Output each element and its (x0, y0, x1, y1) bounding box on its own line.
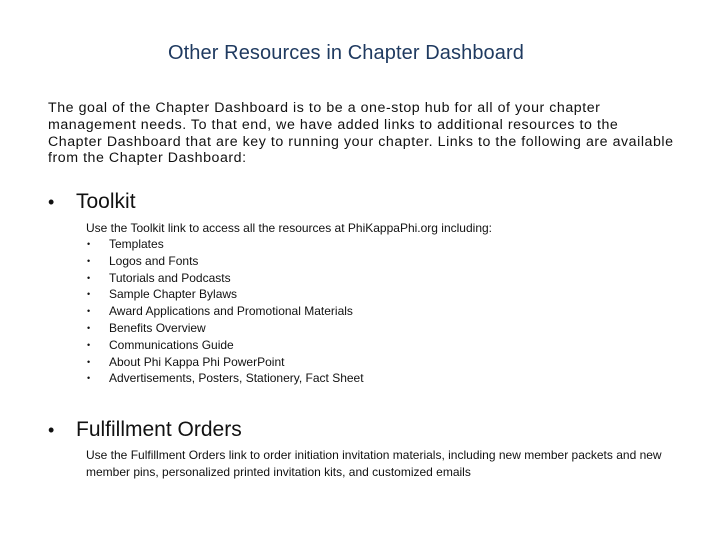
list-item (86, 270, 364, 287)
fulfillment-orders-description: Use the Fulfillment Orders link to order initiation invitation materials, including new member packets and new member pins, personalized printed invitation kits, and customized emails (86, 448, 662, 479)
bullet-icon: • (87, 322, 91, 333)
bullet-icon: • (87, 373, 91, 384)
bullet-icon: • (87, 356, 91, 367)
bullet-icon: • (87, 306, 91, 317)
list-item (86, 253, 364, 270)
list-item-label: Benefits Overview (109, 320, 206, 335)
list-item (86, 286, 364, 303)
list-item-label: About Phi Kappa Phi PowerPoint (109, 354, 285, 369)
intro-paragraph: The goal of the Chapter Dashboard is to be a one-stop hub for all of your chapter management needs. To that end, we have added links to additional resources to the Chapter Dashboard that are key to running your chapter. Links to the following are available from the Chapter Dashboard: (48, 100, 674, 167)
list-item (86, 236, 364, 253)
list-item-label: Logos and Fonts (109, 253, 199, 268)
list-item-label: Tutorials and Podcasts (109, 270, 231, 285)
list-item-label: Sample Chapter Bylaws (109, 287, 238, 302)
slide-title: Other Resources in Chapter Dashboard (167, 42, 524, 64)
list-item-label: Templates (109, 237, 164, 251)
bullet-icon: • (87, 255, 91, 266)
list-item (86, 354, 364, 371)
list-item (86, 303, 364, 320)
list-item (86, 337, 364, 354)
list-item (86, 320, 364, 337)
bullet-icon: • (87, 239, 91, 249)
list-item-label: Award Applications and Promotional Materials (109, 304, 353, 319)
section-heading-label: Fulfillment Orders (76, 418, 242, 441)
list-item-label: Advertisements, Posters, Stationery, Fact Sheet (109, 371, 364, 386)
list-item (86, 370, 364, 387)
toolkit-resource-list (86, 236, 364, 387)
bullet-icon: • (87, 272, 91, 283)
bullet-icon: • (87, 339, 91, 350)
toolkit-description: Use the Toolkit link to access all the resources at PhiKappaPhi.org including: (86, 221, 493, 235)
list-item-label: Communications Guide (109, 337, 234, 352)
bullet-icon: • (48, 419, 55, 440)
section-heading-label: Toolkit (76, 190, 136, 213)
section-heading-fulfillment-orders (48, 418, 242, 442)
bullet-icon: • (87, 289, 91, 300)
bullet-icon: • (48, 191, 55, 212)
section-heading-toolkit (48, 190, 136, 214)
